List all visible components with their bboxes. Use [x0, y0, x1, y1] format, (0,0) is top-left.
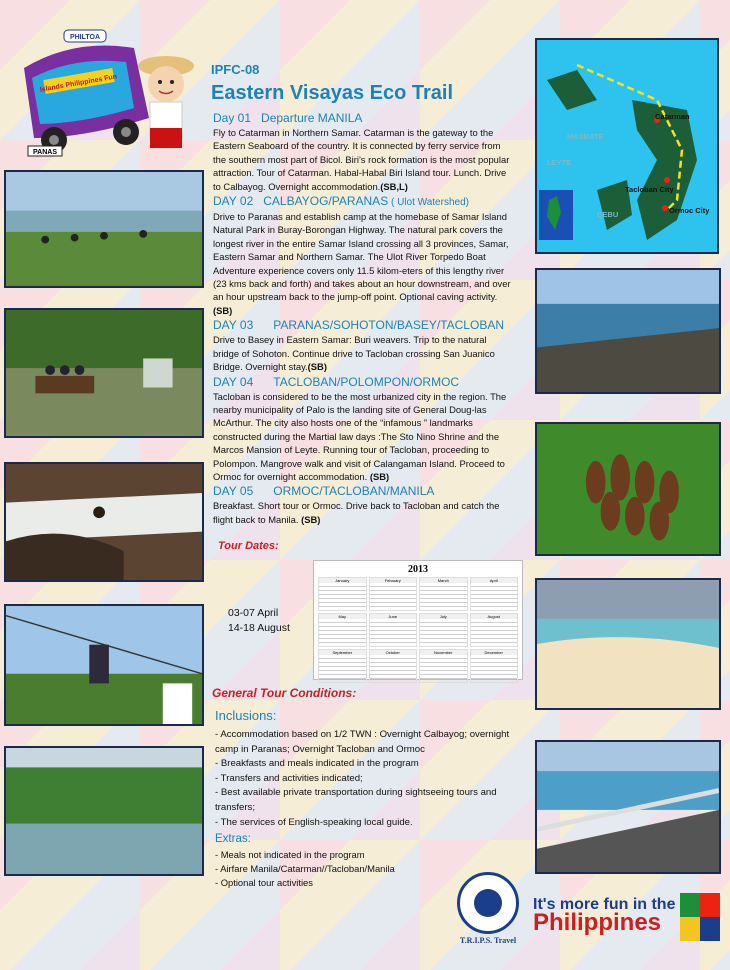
- extras-list: [215, 848, 395, 891]
- inclusion-item: - Accommodation based on 1/2 TWN : Overnight Calbayog; overnight camp in Paranas; Overnight Tacloban and Ormoc: [215, 729, 510, 755]
- day-description: [213, 210, 513, 317]
- day-label: Day 01: [213, 111, 252, 125]
- tour-dates-list: [228, 606, 290, 636]
- day-description: [213, 390, 513, 484]
- map-label-tacloban: Tacloban City: [625, 185, 674, 194]
- inclusions-list: [215, 728, 515, 830]
- more-fun-philippines-logo: [533, 896, 676, 936]
- jeepney-logo: [14, 28, 199, 163]
- day-description: [213, 126, 513, 193]
- day-text: Fly to Catarman in Northern Samar. Catarman is the gateway to the Eastern Seaboard of the country. It is connected by ferry service from the southern most part of Bicol. Biri’s rock formation is the most popular attraction. Tour of Catarman. Habal-Habal Biri Island tour. Lunch. Drive to Calbayog. Overnight accommodation.: [213, 127, 510, 192]
- day-text: Tacloban is considered to be the most urbanized city in the region. The nearby municipality of Palo is the landing site of General Doug-las McArthur. The city also hosts one of the “infamous ” landmarks constructed during the Martial law days :The Sto Nino Shrine and the Marcos Mansion of Leyte. Running tour of Tacloban, proceeding to Polompon. Mangrove walk and visit of Calangaman Island. Proceed to Ormoc for overnight accommodation.: [213, 390, 507, 482]
- inclusion-item: - Transfers and activities indicated;: [215, 772, 363, 784]
- inclusion-item: - Best available private transportation during sightseeing tours and transfers;: [215, 787, 497, 813]
- photo-rocky-coast: [535, 268, 721, 394]
- day-block: [213, 375, 513, 484]
- calendar-month: [419, 649, 468, 683]
- photo-zipline: [4, 604, 204, 726]
- map-label-cebu: CEBU: [597, 210, 619, 219]
- day-meals: (SB): [369, 470, 390, 482]
- extra-item: - Meals not indicated in the program: [215, 849, 365, 860]
- jeep-banner-text: Islands Philippines Fun: [39, 73, 118, 94]
- month-name: March: [420, 578, 467, 583]
- day-label: DAY 03: [213, 318, 254, 333]
- day-description: [213, 499, 513, 526]
- tour-dates-heading: Tour Dates:: [218, 540, 279, 552]
- photo-beach-motorbikes: [4, 170, 204, 288]
- conditions-heading: General Tour Conditions:: [212, 686, 357, 700]
- day-title: TACLOBAN/POLOMPON/ORMOC: [273, 374, 460, 389]
- day-block: [213, 484, 513, 526]
- philippines-pattern-icon: [680, 893, 720, 941]
- inclusions-heading: Inclusions:: [215, 708, 277, 723]
- day-meals: (SB): [301, 513, 321, 525]
- day-heading: [213, 375, 513, 390]
- month-name: August: [471, 614, 518, 619]
- photo-san-juanico-bridge: [535, 740, 721, 874]
- trips-name: T.R.I.P.S. Travel: [459, 936, 517, 945]
- calendar-month: [470, 649, 519, 683]
- month-name: May: [319, 614, 366, 619]
- calendar-month: [419, 613, 468, 647]
- month-name: January: [319, 578, 366, 583]
- day-label: DAY 02: [213, 194, 254, 209]
- inclusion-item: - Breakfasts and meals indicated in the program: [215, 758, 419, 770]
- month-name: February: [370, 578, 417, 583]
- extras-heading: Extras:: [215, 833, 251, 845]
- day-block: [213, 318, 513, 373]
- calendar-month: [369, 613, 418, 647]
- route-map: [535, 38, 719, 254]
- photo-shells: [535, 422, 721, 556]
- month-name: December: [471, 650, 518, 655]
- day-heading: [213, 194, 513, 210]
- calendar-month: [369, 577, 418, 611]
- photo-sandbar: [535, 578, 721, 710]
- day-heading: [213, 111, 513, 126]
- map-label-catarman: Catarman: [655, 112, 690, 121]
- logo-brand: PHILTOA: [69, 34, 101, 41]
- day-title: CALBAYOG/PARANAS: [263, 194, 389, 209]
- day-block: [213, 194, 513, 317]
- extra-item: - Optional tour activities: [215, 877, 313, 889]
- calendar-year: 2013: [408, 564, 428, 575]
- day-subtitle: ( Ulot Watershed): [388, 197, 469, 209]
- calendar-month: [369, 649, 418, 683]
- day-title: ORMOC/TACLOBAN/MANILA: [273, 484, 435, 499]
- month-name: October: [370, 650, 417, 655]
- slogan-line1: It's more fun in the: [533, 896, 676, 913]
- day-label: DAY 05: [213, 484, 254, 499]
- month-name: April: [471, 578, 518, 583]
- day-title: Departure MANILA: [261, 111, 363, 125]
- day-meals: (SB): [307, 361, 327, 373]
- map-label-ormoc: Ormoc City: [669, 206, 710, 215]
- inclusion-item: - The services of English-speaking local guide.: [215, 816, 413, 828]
- slogan-line2: Philippines: [533, 909, 662, 936]
- tour-date: 14-18 August: [228, 622, 290, 634]
- day-text: Drive to Basey in Eastern Samar: Buri weavers. Trip to the natural bridge of Sohoton. Continue drive to Tacloban crossing San Juanico Bridge. Overnight stay.: [213, 334, 495, 373]
- photo-waterfall-rocks: [4, 462, 204, 582]
- map-label-masbate: MASBATE: [567, 132, 604, 141]
- day-description: [213, 333, 513, 373]
- day-meals: (SB): [213, 304, 233, 316]
- page-title: Eastern Visayas Eco Trail: [211, 82, 454, 104]
- trips-emblem-icon: [457, 872, 519, 934]
- month-name: September: [319, 650, 366, 655]
- day-text: Drive to Paranas and establish camp at the homebase of Samar Island Natural Park in Buray-Borongan Highway. The natural park covers the longest river in the entire Samar Island crossing all 3 provinces, Samar, Eastern Samar and Northern Samar. The Ulot River Torpedo Boat Adventure experience covers only 11.5 kilom-eters of this lengthy river (23 kms back and forth) and takes about an hour downstream, and over an hour upstream back to the jump-off point. Optional caving activity.: [213, 211, 511, 303]
- calendar-month: [318, 613, 367, 647]
- calendar-grid: [314, 575, 522, 685]
- day-heading: [213, 318, 513, 333]
- calendar-month: [318, 649, 367, 683]
- calendar-2013: [313, 560, 523, 680]
- calendar-month: [470, 613, 519, 647]
- tour-date: 03-07 April: [228, 607, 279, 619]
- itinerary: [213, 110, 513, 526]
- calendar-month: [419, 577, 468, 611]
- photo-river-boat: [4, 308, 204, 438]
- day-block: [213, 111, 513, 193]
- day-title: PARANAS/SOHOTON/BASEY/TACLOBAN: [273, 318, 504, 333]
- extra-item: - Airfare Manila/Catarman//Tacloban/Manila: [215, 863, 395, 875]
- map-label-leyte: LEYTE: [547, 158, 572, 167]
- photo-mangrove: [4, 746, 204, 876]
- day-heading: [213, 484, 513, 499]
- calendar-month: [318, 577, 367, 611]
- tour-code: IPFC-08: [211, 62, 260, 77]
- trips-travel-logo: [452, 872, 524, 945]
- calendar-month: [470, 577, 519, 611]
- month-name: July: [420, 614, 467, 619]
- day-label: DAY 04: [213, 374, 254, 389]
- month-name: June: [370, 614, 417, 619]
- day-meals: (SB,L): [380, 180, 408, 192]
- month-name: November: [420, 650, 467, 655]
- jeep-plate: PANAS: [33, 149, 57, 156]
- day-text: Breakfast. Short tour or Ormoc. Drive back to Tacloban and catch the flight back to Manila.: [213, 500, 500, 525]
